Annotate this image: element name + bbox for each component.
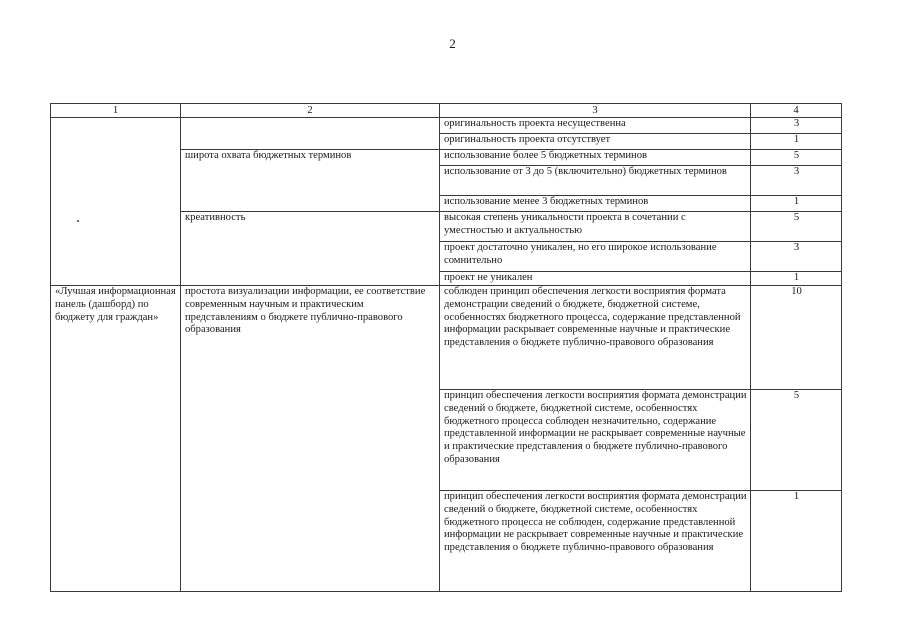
level-cell: высокая степень уникальности проекта в сочетании с уместностью и актуальностью — [440, 212, 751, 242]
score-cell: 10 — [751, 286, 842, 390]
score-cell: 1 — [751, 272, 842, 286]
column-header-1: 1 — [51, 104, 181, 118]
score-cell: 1 — [751, 196, 842, 212]
header-row — [51, 104, 842, 118]
score-cell: 5 — [751, 390, 842, 491]
column-header-4: 4 — [751, 104, 842, 118]
score-cell: 3 — [751, 118, 842, 134]
level-cell: использование от 3 до 5 (включительно) бюджетных терминов — [440, 166, 751, 196]
column-header-3: 3 — [440, 104, 751, 118]
criterion-cell: креативность — [181, 212, 440, 286]
level-cell: оригинальность проекта отсутствует — [440, 134, 751, 150]
score-cell: 5 — [751, 150, 842, 166]
level-cell: проект достаточно уникален, но его широкое использование сомнительно — [440, 242, 751, 272]
score-cell: 3 — [751, 166, 842, 196]
score-cell: 1 — [751, 491, 842, 592]
criteria-table — [50, 103, 842, 592]
criterion-cell: простота визуализации информации, ее соответствие современным научным и практическим представлениям о бюджете публично-правового образования — [181, 286, 440, 592]
table-row — [51, 286, 842, 390]
nomination-cell — [51, 118, 181, 286]
score-cell: 5 — [751, 212, 842, 242]
level-cell: принцип обеспечения легкости восприятия формата демонстрации сведений о бюджете, бюджетной системе, особенностях бюджетного процесса соблюден незначительно, содержание представленной информации не раскрывает современные научные и практические представления о бюджете публично-правового образования — [440, 390, 751, 491]
level-cell: оригинальность проекта несущественна — [440, 118, 751, 134]
scan-mark — [77, 220, 79, 222]
level-cell: использование менее 3 бюджетных терминов — [440, 196, 751, 212]
criterion-cell: широта охвата бюджетных терминов — [181, 150, 440, 212]
level-cell: использование более 5 бюджетных терминов — [440, 150, 751, 166]
criterion-cell — [181, 118, 440, 150]
page-number: 2 — [449, 36, 456, 51]
level-cell: проект не уникален — [440, 272, 751, 286]
level-cell: принцип обеспечения легкости восприятия формата демонстрации сведений о бюджете, бюджетной системе, особенностях бюджетного процесса не соблюден, содержание представленной информации не раскрывает современные научные и практические представления о бюджете публично-правового образования — [440, 491, 751, 592]
score-cell: 3 — [751, 242, 842, 272]
column-header-2: 2 — [181, 104, 440, 118]
score-cell: 1 — [751, 134, 842, 150]
nomination-cell: «Лучшая информационная панель (дашборд) по бюджету для граждан» — [51, 286, 181, 592]
level-cell: соблюден принцип обеспечения легкости восприятия формата демонстрации сведений о бюджете, бюджетной системе, особенностях бюджетного процесса, содержание представленной информации раскрывает современные научные и практические представления о бюджете публично-правового образования — [440, 286, 751, 390]
table-row — [51, 118, 842, 134]
